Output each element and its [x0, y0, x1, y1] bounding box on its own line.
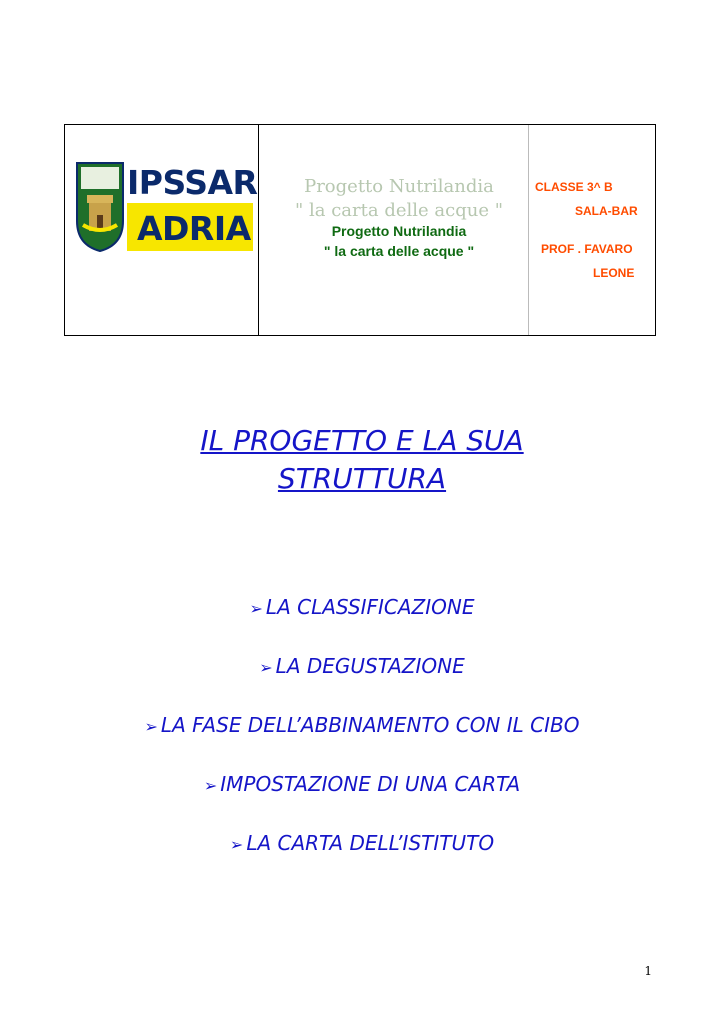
ghost-title-line2: " la carta delle acque " [295, 200, 503, 221]
list-item [0, 769, 724, 828]
arrowhead-icon: ➢ [203, 776, 218, 795]
heading-line2: STRUTTURA [277, 462, 447, 495]
heading-line1: IL PROGETTO E LA SUA [200, 424, 524, 457]
class-label: CLASSE 3^ B [535, 180, 613, 194]
arrowhead-icon: ➢ [259, 658, 273, 677]
class-info [529, 175, 656, 285]
title-cell [259, 125, 529, 335]
list-item [0, 651, 724, 710]
logo-word-adria: ADRIA [137, 209, 251, 248]
page-heading [0, 422, 724, 498]
arrowhead-icon: ➢ [144, 717, 158, 736]
list-item-label: LA FASE DELL’ABBINAMENTO CON IL CIBO [160, 713, 580, 737]
ghost-title [289, 175, 509, 223]
section-label: SALA-BAR [575, 204, 638, 218]
arrowhead-icon: ➢ [229, 835, 244, 854]
list-item-label: LA CLASSIFICAZIONE [265, 595, 475, 619]
list-item [0, 592, 724, 651]
project-title-line1: Progetto Nutrilandia [331, 223, 467, 239]
page-number: 1 [644, 964, 652, 978]
list-item-label: IMPOSTAZIONE DI UNA CARTA [220, 772, 521, 796]
class-cell [529, 125, 655, 335]
school-shield-icon [75, 161, 125, 253]
prof-label: PROF . FAVARO [541, 242, 633, 256]
school-logo [75, 161, 258, 253]
logo-cell [65, 125, 259, 335]
list-item [0, 828, 724, 887]
list-item-label: LA CARTA DELL’ISTITUTO [246, 831, 495, 855]
list-item-label: LA DEGUSTAZIONE [275, 654, 465, 678]
header-table [64, 124, 656, 336]
project-title [289, 221, 509, 261]
prof-surname: LEONE [593, 266, 635, 280]
arrowhead-icon: ➢ [249, 599, 263, 618]
project-title-line2: " la carta delle acque " [323, 243, 475, 259]
logo-word-ipssar: IPSSAR [127, 163, 258, 202]
list-item [0, 710, 724, 769]
topic-list [0, 592, 724, 887]
ghost-title-line1: Progetto Nutrilandia [304, 176, 494, 197]
